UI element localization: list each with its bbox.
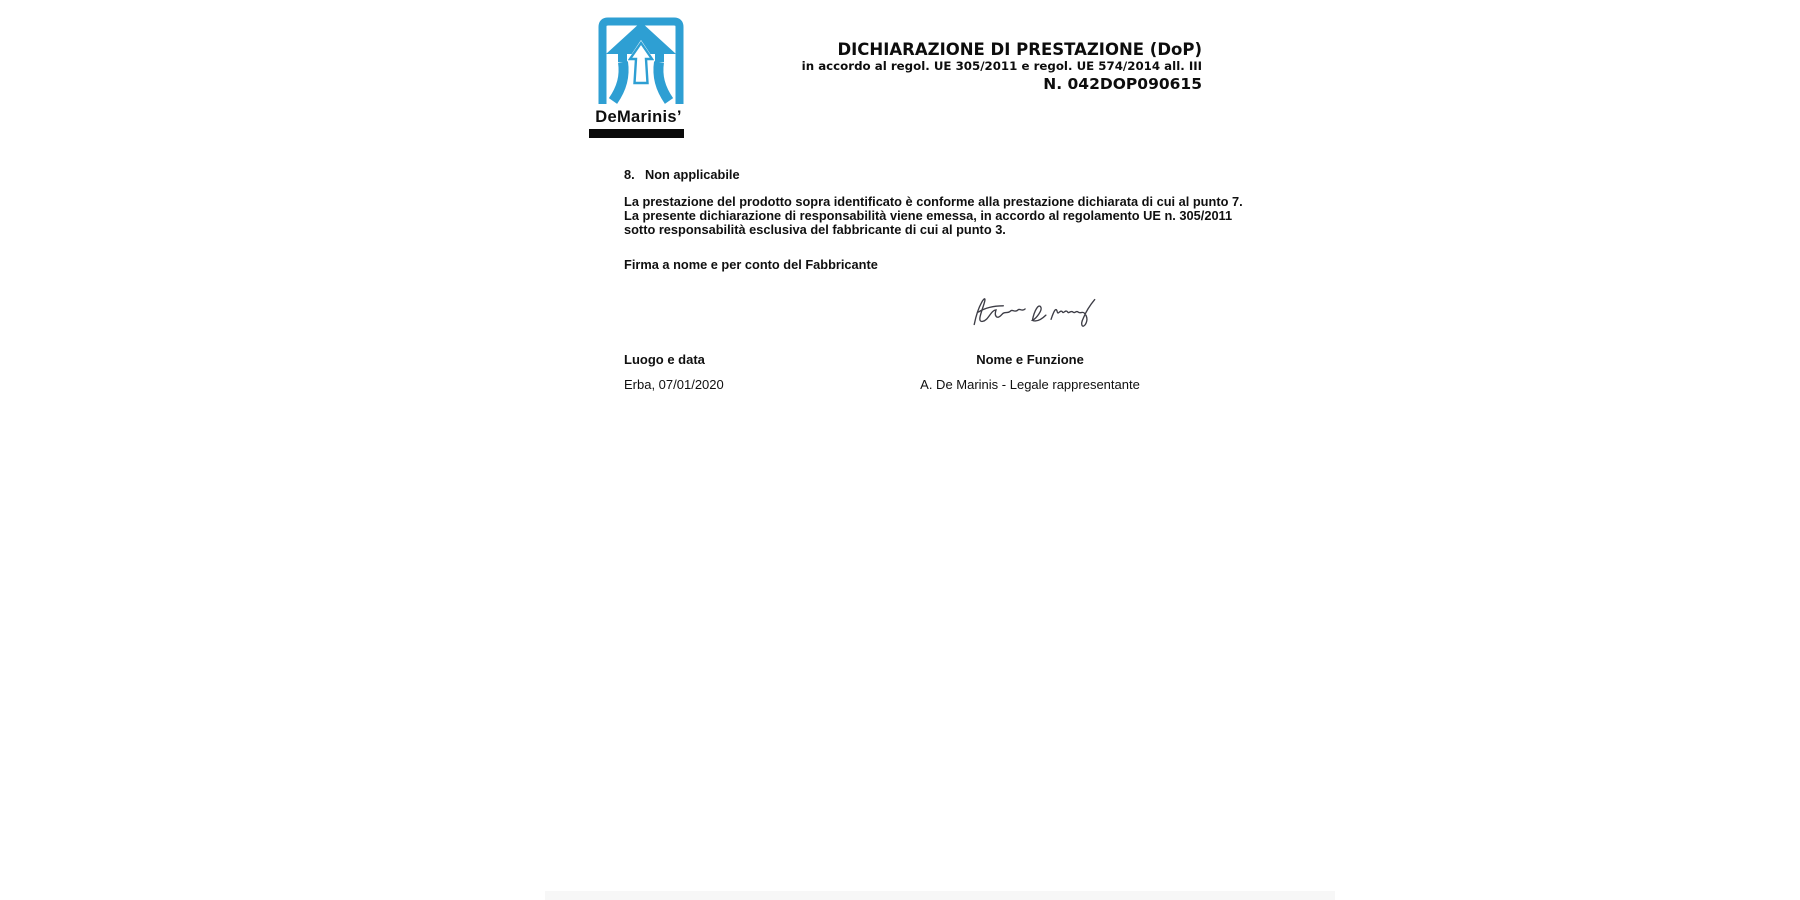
handwritten-signature (968, 287, 1103, 335)
house-arrow-icon (594, 13, 688, 107)
section-8-text: Non applicabile (645, 167, 740, 182)
name-function-value: A. De Marinis - Legale rappresentante (920, 377, 1140, 392)
logo-underline-bar (589, 129, 684, 138)
signature-caption: Firma a nome e per conto del Fabbricante (624, 257, 878, 272)
document-title: DICHIARAZIONE DI PRESTAZIONE (DoP) (837, 40, 1202, 59)
document-subtitle: in accordo al regol. UE 305/2011 e regol. UE 574/2014 all. III (801, 59, 1202, 73)
signature-scribble-icon (968, 287, 1103, 335)
document-number: N. 042DOP090615 (1043, 75, 1202, 93)
document-header (700, 40, 1202, 94)
name-function-label: Nome e Funzione (976, 352, 1084, 367)
place-date-label: Luogo e data (624, 352, 705, 367)
logo-wordmark: DeMarinis’ (595, 108, 682, 126)
paragraph-line: La prestazione del prodotto sopra identificato è conforme alla prestazione dichiarata di cui al punto 7. (624, 194, 1243, 209)
section-8-heading (624, 167, 740, 182)
section-8-number: 8. (624, 167, 635, 182)
page-bottom-edge (545, 891, 1335, 900)
declaration-paragraph (624, 195, 1243, 238)
paragraph-line: La presente dichiarazione di responsabilità viene emessa, in accordo al regolamento UE n. 305/2011 (624, 208, 1233, 224)
place-date-value: Erba, 07/01/2020 (624, 377, 724, 392)
paragraph-line: sotto responsabilità esclusiva del fabbricante di cui al punto 3. (624, 222, 1006, 238)
